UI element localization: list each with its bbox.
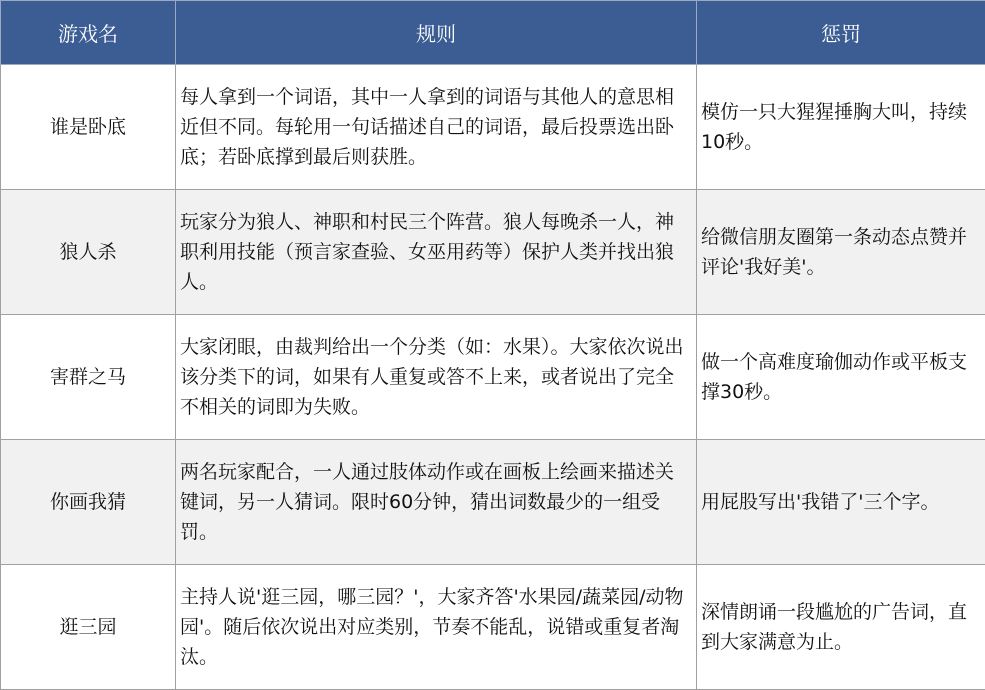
game-name-cell: 谁是卧底 [1, 65, 176, 190]
penalty-cell: 用屁股写出'我错了'三个字。 [697, 440, 985, 565]
game-name-cell: 狼人杀 [1, 190, 176, 315]
table-row [1, 565, 985, 690]
header-rule: 规则 [176, 1, 697, 65]
header-game-name: 游戏名 [1, 1, 176, 65]
header-row [1, 1, 985, 65]
table-row [1, 190, 985, 315]
rule-cell: 主持人说'逛三园，哪三园？'，大家齐答'水果园/蔬菜园/动物园'。随后依次说出对应类别，节奏不能乱，说错或重复者淘汰。 [176, 565, 697, 690]
game-name-cell: 逛三园 [1, 565, 176, 690]
rule-cell: 两名玩家配合，一人通过肢体动作或在画板上绘画来描述关键词，另一人猜词。限时60分钟，猜出词数最少的一组受罚。 [176, 440, 697, 565]
penalty-cell: 给微信朋友圈第一条动态点赞并评论'我好美'。 [697, 190, 985, 315]
table-row [1, 440, 985, 565]
rule-cell: 玩家分为狼人、神职和村民三个阵营。狼人每晚杀一人，神职利用技能（预言家查验、女巫用药等）保护人类并找出狼人。 [176, 190, 697, 315]
game-name-cell: 你画我猜 [1, 440, 176, 565]
table-row [1, 315, 985, 440]
penalty-cell: 深情朗诵一段尴尬的广告词，直到大家满意为止。 [697, 565, 985, 690]
rule-cell: 大家闭眼，由裁判给出一个分类（如：水果）。大家依次说出该分类下的词，如果有人重复或答不上来，或者说出了完全不相关的词即为失败。 [176, 315, 697, 440]
table-row [1, 65, 985, 190]
penalty-cell: 模仿一只大猩猩捶胸大叫，持续10秒。 [697, 65, 985, 190]
header-penalty: 惩罚 [697, 1, 985, 65]
penalty-cell: 做一个高难度瑜伽动作或平板支撑30秒。 [697, 315, 985, 440]
rule-cell: 每人拿到一个词语，其中一人拿到的词语与其他人的意思相近但不同。每轮用一句话描述自己的词语，最后投票选出卧底；若卧底撑到最后则获胜。 [176, 65, 697, 190]
game-name-cell: 害群之马 [1, 315, 176, 440]
